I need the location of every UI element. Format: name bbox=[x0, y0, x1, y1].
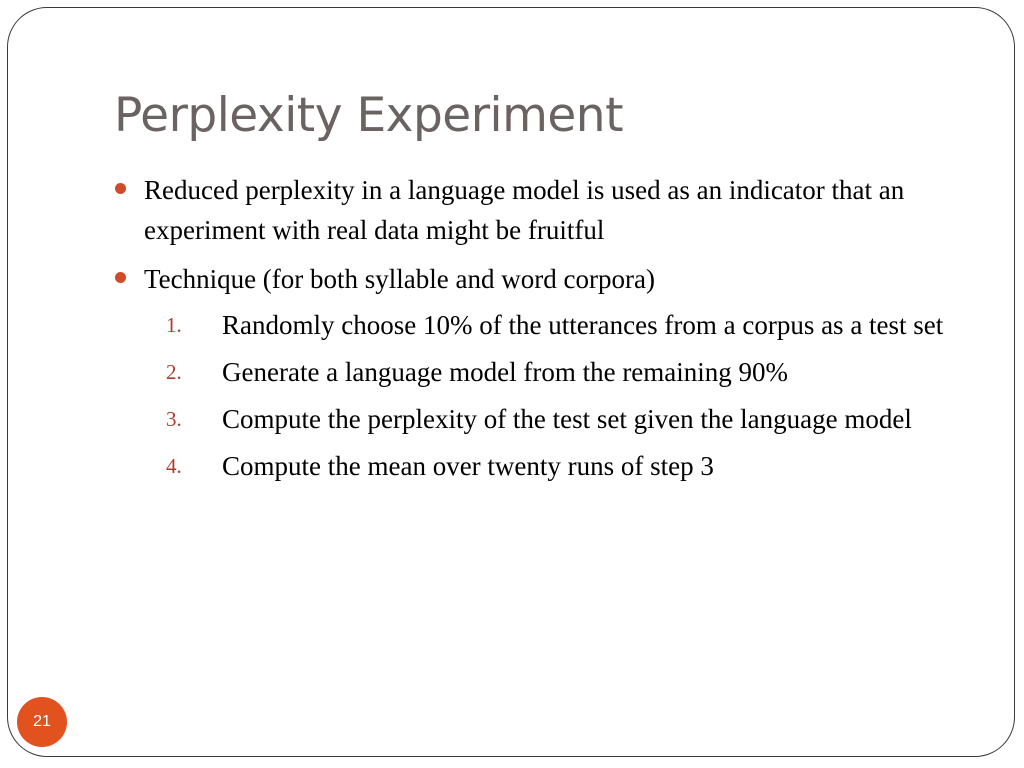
slide-title: Perplexity Experiment bbox=[114, 88, 624, 143]
bullet-dot-icon bbox=[115, 272, 126, 283]
step-number: 4. bbox=[166, 454, 182, 478]
step-item bbox=[144, 446, 982, 486]
bullet-text: Reduced perplexity in a language model is used as an indicator that an experiment with real data might be fruitful bbox=[144, 175, 905, 245]
step-text: Compute the perplexity of the test set given the language model bbox=[222, 404, 912, 434]
step-text: Randomly choose 10% of the utterances from a corpus as a test set bbox=[222, 310, 944, 340]
bullet-list bbox=[114, 170, 974, 495]
bullet-item bbox=[114, 170, 974, 250]
step-text: Generate a language model from the remaining 90% bbox=[222, 357, 789, 387]
step-text: Compute the mean over twenty runs of step 3 bbox=[222, 451, 714, 481]
numbered-step-list bbox=[144, 305, 974, 486]
bullet-dot-icon bbox=[115, 183, 126, 194]
page-number-badge: 21 bbox=[17, 697, 67, 747]
step-item bbox=[144, 399, 982, 439]
step-item bbox=[144, 352, 982, 392]
bullet-item bbox=[114, 259, 974, 486]
bullet-text: Technique (for both syllable and word corpora) bbox=[144, 264, 655, 294]
step-item bbox=[144, 305, 982, 345]
step-number: 2. bbox=[166, 360, 182, 384]
step-number: 1. bbox=[166, 313, 182, 337]
step-number: 3. bbox=[166, 407, 182, 431]
